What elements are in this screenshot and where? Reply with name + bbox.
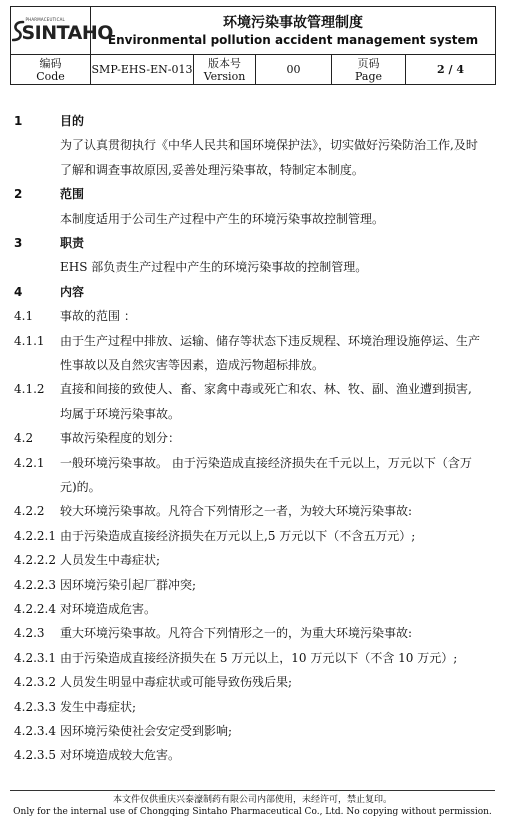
section-number: 4 — [14, 284, 23, 299]
section-text: 因环境污染使社会安定受到影响; — [60, 724, 233, 738]
section-text: 本制度适用于公司生产过程中产生的环境污染事故控制管理。 — [60, 211, 385, 226]
section-number: 4.2 — [14, 431, 34, 446]
section-number: 1 — [14, 114, 23, 128]
version-label-cn: 版本号 — [208, 56, 241, 70]
section-number: 3 — [14, 236, 23, 250]
section-text: 对环境造成危害。 — [60, 602, 157, 616]
section-text: 由于污染造成直接经济损失在万元以上,5 万元以下（不含五万元）; — [60, 528, 416, 543]
section-text: 性事故以及自然灾害等因素，造成污物超标排放。 — [60, 358, 325, 372]
document-title-cn: 环境污染事故管理制度 — [223, 14, 364, 31]
section-number: 2 — [14, 187, 23, 202]
section-number: 4.2.3.1 — [14, 650, 56, 665]
section-text: 直接和间接的致使人、畜、家禽中毒或死亡和农、林、牧、副、渔业遭到损害, — [60, 382, 472, 397]
document-header-table — [10, 6, 496, 85]
footer-divider — [10, 790, 495, 791]
page-label-en: Page — [354, 69, 383, 83]
section-heading: 范围 — [60, 187, 85, 202]
section-text: 事故的范围 ： — [60, 309, 136, 324]
section-text: 人员发生明显中毒症状或可能导致伤残后果; — [60, 675, 293, 690]
section-number: 4.2.3.3 — [14, 699, 56, 714]
section-text: 事故污染程度的划分： — [60, 431, 181, 446]
section-number: 4.1 — [14, 309, 34, 324]
section-number: 4.2.2.4 — [14, 602, 56, 616]
section-number: 4.2.2.2 — [14, 553, 56, 568]
section-text: 均属于环境污染事故。 — [60, 406, 181, 421]
code-label-en: Code — [36, 69, 65, 83]
section-text: 由于生产过程中排放、运输、储存等状态下违反规程、环境治理设施停运、生产 — [60, 333, 481, 348]
page-label — [332, 55, 406, 85]
footer-notice-en: Only for the internal use of Chongqing Sintaho Pharmaceutical Co., Ltd. No copying without permission. — [13, 807, 492, 817]
version-label-en: Version — [203, 69, 246, 83]
section-number: 4.1.1 — [14, 333, 45, 348]
company-logo — [11, 7, 113, 55]
section-number: 4.2.3 — [14, 626, 45, 641]
section-number: 4.1.2 — [14, 382, 45, 397]
section-text: 为了认真贯彻执行《中华人民共和国环境保护法》，切实做好污染防治工作,及时 — [60, 138, 478, 153]
section-text: 重大环境污染事故。凡符合下列情形之一的，为重大环境污染事故: — [60, 626, 413, 641]
code-label — [11, 55, 91, 85]
section-heading: 职责 — [60, 236, 85, 250]
section-text: 了解和调查事故原因,妥善处理污染事故，特制定本制度。 — [60, 162, 364, 177]
section-text: 对环境造成较大危害。 — [60, 748, 181, 763]
page-number: 2 / 4 — [406, 55, 496, 85]
document-title-en: Environmental pollution accident management system — [107, 32, 479, 47]
version-value: 00 — [256, 55, 332, 85]
logo-brand-text: SINTAHO — [21, 21, 113, 44]
section-number: 4.2.2.3 — [14, 577, 56, 592]
version-label — [194, 55, 256, 85]
footer-notice-cn: 本文件仅供重庆兴泰濠制药有限公司内部使用，未经许可，禁止复印。 — [112, 795, 392, 805]
section-text: 由于污染造成直接经济损失在 5 万元以上，10 万元以下（不含 10 万元）; — [60, 650, 458, 665]
section-heading: 目的 — [60, 114, 85, 128]
section-text: 发生中毒症状; — [60, 699, 137, 714]
section-number: 4.2.3.5 — [14, 748, 56, 763]
section-text: EHS 部负责生产过程中产生的环境污染事故的控制管理。 — [60, 260, 368, 275]
section-number: 4.2.3.4 — [14, 724, 56, 738]
code-label-cn: 编码 — [39, 56, 62, 70]
section-text: 人员发生中毒症状; — [60, 553, 161, 568]
section-number: 4.2.2 — [14, 504, 45, 519]
section-text: 因环境污染引起厂群冲突; — [60, 577, 197, 592]
code-value: SMP-EHS-EN-013 — [91, 55, 194, 85]
section-heading: 内容 — [60, 284, 85, 299]
section-text: 一般环境污染事故。 由于污染造成直接经济损失在千元以上，万元以下（含万 — [60, 455, 472, 470]
section-number: 4.2.2.1 — [14, 528, 56, 543]
section-text: 元)的。 — [60, 480, 101, 494]
logo-company-small: PHARMACEUTICAL — [25, 16, 65, 22]
section-number: 4.2.3.2 — [14, 675, 56, 690]
page-label-cn: 页码 — [357, 56, 380, 70]
section-text: 较大环境污染事故。凡符合下列情形之一者，为较大环境污染事故: — [60, 504, 413, 519]
section-number: 4.2.1 — [14, 455, 45, 470]
document-title — [91, 7, 496, 55]
